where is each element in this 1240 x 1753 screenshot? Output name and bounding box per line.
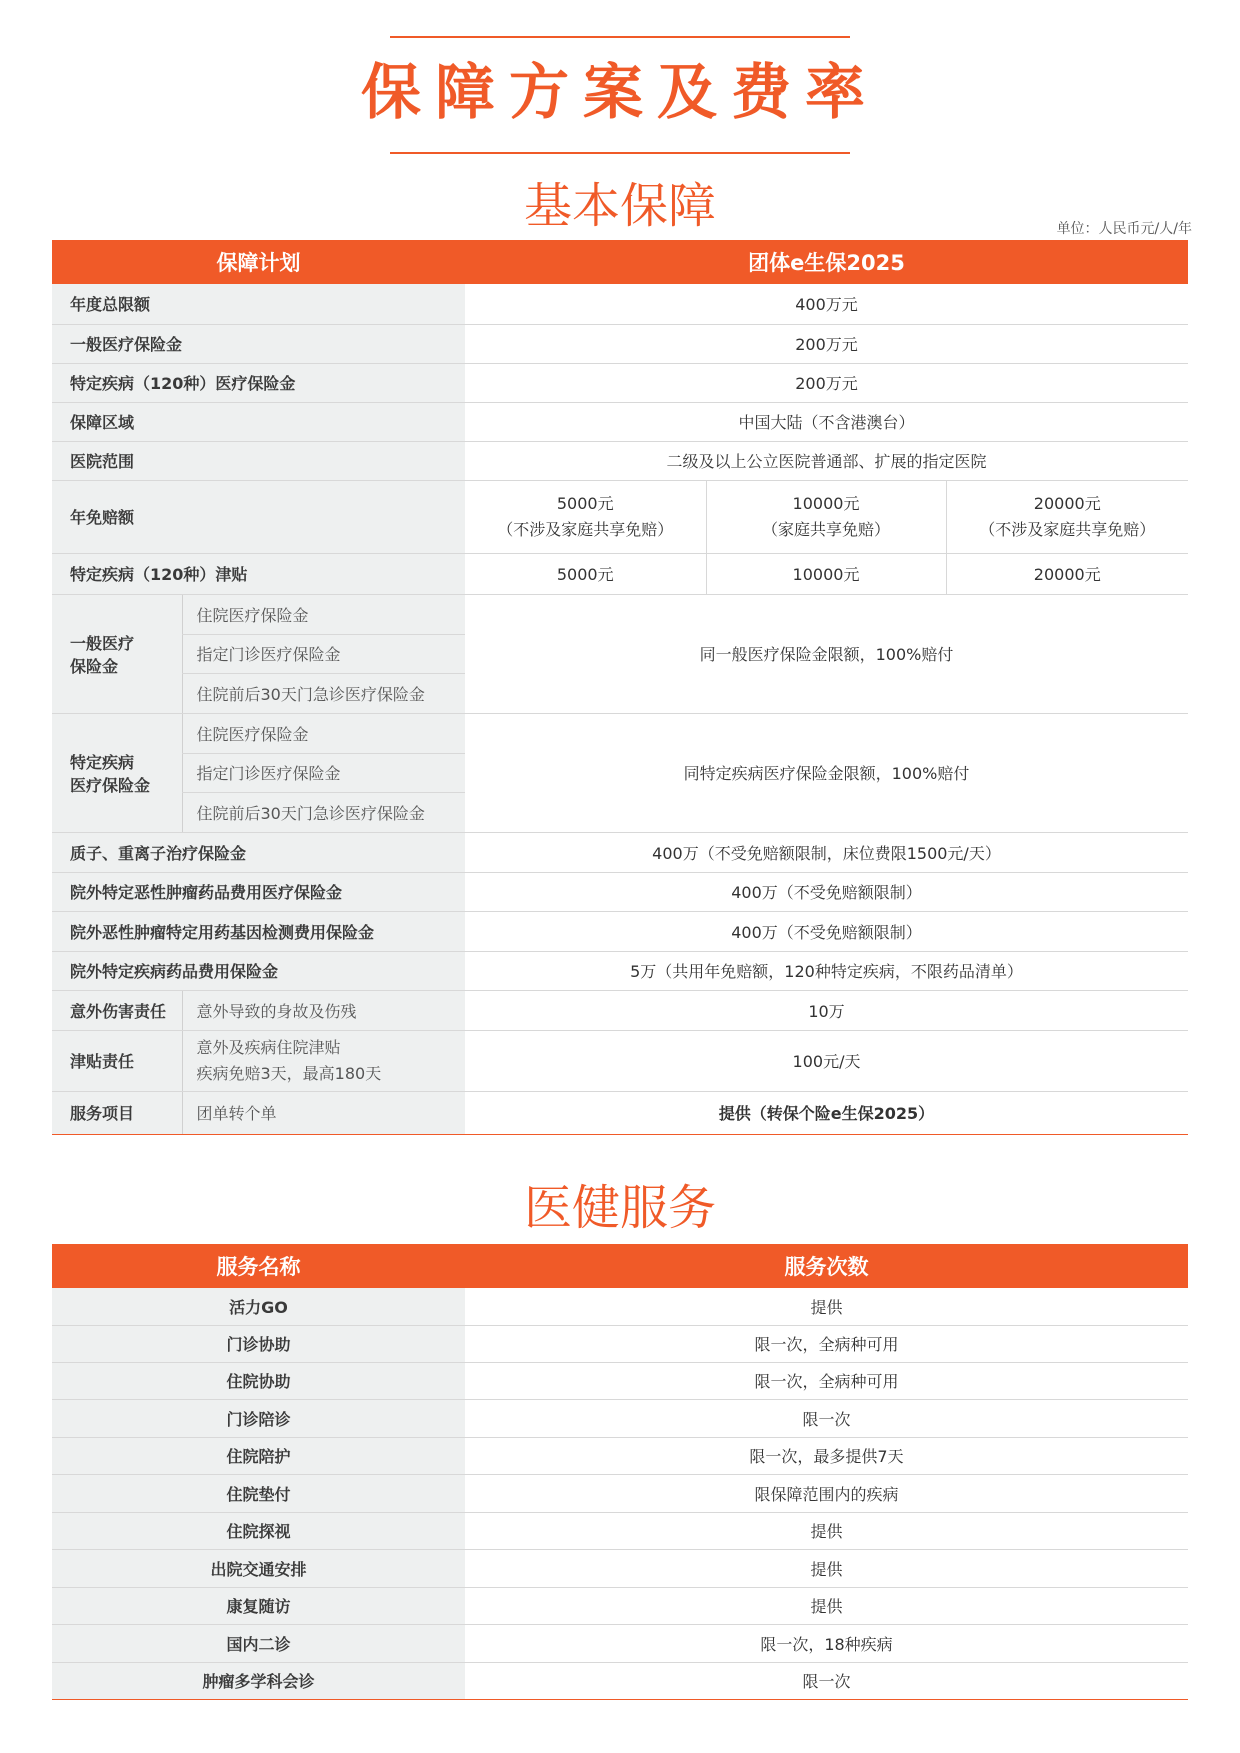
row-label: 意外伤害责任 <box>52 990 182 1030</box>
service-name: 活力GO <box>52 1288 465 1325</box>
deductible-amount: 10000元 <box>792 493 860 513</box>
sub-item: 住院前后30天门急诊医疗保险金 <box>182 673 465 713</box>
row-label: 特定疾病（120种）医疗保险金 <box>52 363 465 402</box>
row-value: 400万（不受免赔额限制） <box>465 911 1188 951</box>
sub-item: 团单转个单 <box>182 1091 465 1134</box>
row-value: 提供（转保个险e生保2025） <box>465 1091 1188 1134</box>
row-label: 医院范围 <box>52 441 465 480</box>
service-count: 限一次，最多提供7天 <box>465 1437 1188 1474</box>
sub-item: 意外导致的身故及伤残 <box>182 990 465 1030</box>
service-count: 提供 <box>465 1587 1188 1624</box>
table-row <box>52 363 1188 402</box>
row-label: 质子、重离子治疗保险金 <box>52 832 465 872</box>
table-row <box>52 402 1188 441</box>
table-row <box>52 832 1188 872</box>
row-label: 年免赔额 <box>52 480 465 553</box>
sub-item: 住院医疗保险金 <box>182 713 465 753</box>
table-row <box>52 1512 1188 1549</box>
table-row <box>52 480 1188 553</box>
deductible-amount: 20000元 <box>1033 493 1101 513</box>
header-plan: 保障计划 <box>52 240 465 284</box>
service-name: 住院陪护 <box>52 1437 465 1474</box>
table-row <box>52 1437 1188 1474</box>
allowance-value-3: 20000元 <box>946 553 1188 594</box>
group-label-line: 一般医疗 <box>70 633 135 653</box>
deductible-note: （不涉及家庭共享免赔） <box>979 519 1156 539</box>
service-count: 限一次 <box>465 1399 1188 1437</box>
group-label-specific <box>52 713 182 832</box>
row-label: 特定疾病（120种）津贴 <box>52 553 465 594</box>
table-row <box>52 1474 1188 1512</box>
table-header <box>52 1244 1188 1288</box>
title-block <box>0 36 1240 154</box>
table-row <box>52 1325 1188 1362</box>
section-title-health: 医健服务 <box>523 1180 716 1236</box>
service-name: 门诊陪诊 <box>52 1399 465 1437</box>
row-value: 5万（共用年免赔额，120种特定疾病，不限药品清单） <box>465 951 1188 990</box>
table-row <box>52 1362 1188 1399</box>
row-value: 400万（不受免赔额限制） <box>465 872 1188 911</box>
title-bottom-divider <box>390 152 850 154</box>
row-value: 400万元 <box>465 284 1188 324</box>
table-row <box>52 1030 1188 1091</box>
group-label-line: 医疗保险金 <box>70 775 151 795</box>
service-name: 康复随访 <box>52 1587 465 1624</box>
group-value-specific: 同特定疾病医疗保险金限额，100%赔付 <box>465 713 1188 832</box>
sub-item-line: 疾病免赔3天，最高180天 <box>196 1063 382 1083</box>
table-row <box>52 553 1188 594</box>
section-title-basic: 基本保障 <box>523 178 716 234</box>
group-value-general: 同一般医疗保险金限额，100%赔付 <box>465 594 1188 713</box>
service-name: 出院交通安排 <box>52 1549 465 1587</box>
service-count: 限保障范围内的疾病 <box>465 1474 1188 1512</box>
row-label: 院外恶性肿瘤特定用药基因检测费用保险金 <box>52 911 465 951</box>
table-row <box>52 284 1188 324</box>
table-row <box>52 441 1188 480</box>
table-row <box>52 990 1188 1030</box>
row-value: 10万 <box>465 990 1188 1030</box>
deductible-note: （家庭共享免赔） <box>761 519 890 539</box>
allowance-value-1: 5000元 <box>465 553 706 594</box>
header-product: 团体e生保2025 <box>465 240 1188 284</box>
service-count: 限一次，全病种可用 <box>465 1362 1188 1399</box>
service-count: 限一次，18种疾病 <box>465 1624 1188 1662</box>
basic-coverage-table <box>52 240 1188 1135</box>
table-row <box>52 1662 1188 1699</box>
deductible-option-2 <box>706 480 946 553</box>
service-count: 限一次，全病种可用 <box>465 1325 1188 1362</box>
deductible-note: （不涉及家庭共享免赔） <box>497 519 674 539</box>
service-name: 住院垫付 <box>52 1474 465 1512</box>
row-label: 津贴责任 <box>52 1030 182 1091</box>
header-service-count: 服务次数 <box>465 1244 1188 1288</box>
row-value: 中国大陆（不含港澳台） <box>465 402 1188 441</box>
deductible-option-1 <box>465 480 706 553</box>
table-row <box>52 1549 1188 1587</box>
sub-item: 指定门诊医疗保险金 <box>182 634 465 673</box>
service-count: 提供 <box>465 1512 1188 1549</box>
row-label: 一般医疗保险金 <box>52 324 465 363</box>
service-count: 提供 <box>465 1549 1188 1587</box>
sub-item: 指定门诊医疗保险金 <box>182 753 465 792</box>
service-name: 国内二诊 <box>52 1624 465 1662</box>
service-count: 限一次 <box>465 1662 1188 1699</box>
table-row <box>52 1091 1188 1134</box>
table-row <box>52 324 1188 363</box>
row-label: 院外特定恶性肿瘤药品费用医疗保险金 <box>52 872 465 911</box>
table-header <box>52 240 1188 284</box>
row-value: 二级及以上公立医院普通部、扩展的指定医院 <box>465 441 1188 480</box>
header-service-name: 服务名称 <box>52 1244 465 1288</box>
service-name: 肿瘤多学科会诊 <box>52 1662 465 1699</box>
group-label-general <box>52 594 182 713</box>
sub-item <box>182 1030 465 1091</box>
table-row <box>52 1587 1188 1624</box>
table-row <box>52 713 1188 753</box>
row-value: 200万元 <box>465 324 1188 363</box>
row-label: 服务项目 <box>52 1091 182 1134</box>
group-label-line: 特定疾病 <box>70 752 135 772</box>
row-value: 400万（不受免赔额限制，床位费限1500元/天） <box>465 832 1188 872</box>
row-label: 年度总限额 <box>52 284 465 324</box>
table-row <box>52 1288 1188 1325</box>
row-label: 院外特定疾病药品费用保险金 <box>52 951 465 990</box>
row-value: 200万元 <box>465 363 1188 402</box>
deductible-option-3 <box>946 480 1188 553</box>
service-name: 住院协助 <box>52 1362 465 1399</box>
service-name: 门诊协助 <box>52 1325 465 1362</box>
service-count: 提供 <box>465 1288 1188 1325</box>
sub-item: 住院医疗保险金 <box>182 594 465 634</box>
sub-item: 住院前后30天门急诊医疗保险金 <box>182 792 465 832</box>
row-value: 100元/天 <box>465 1030 1188 1091</box>
table-row <box>52 951 1188 990</box>
table-row <box>52 872 1188 911</box>
table-row <box>52 594 1188 634</box>
group-label-line: 保险金 <box>70 656 119 676</box>
deductible-amount: 5000元 <box>556 493 614 513</box>
page-title: 保障方案及费率 <box>361 58 879 128</box>
health-service-table <box>52 1244 1188 1700</box>
allowance-value-2: 10000元 <box>706 553 946 594</box>
unit-note: 单位：人民币元/人/年 <box>1056 221 1192 237</box>
sub-item-line: 意外及疾病住院津贴 <box>196 1037 341 1057</box>
service-name: 住院探视 <box>52 1512 465 1549</box>
table-row <box>52 1399 1188 1437</box>
table-row <box>52 911 1188 951</box>
row-label: 保障区域 <box>52 402 465 441</box>
table-row <box>52 1624 1188 1662</box>
